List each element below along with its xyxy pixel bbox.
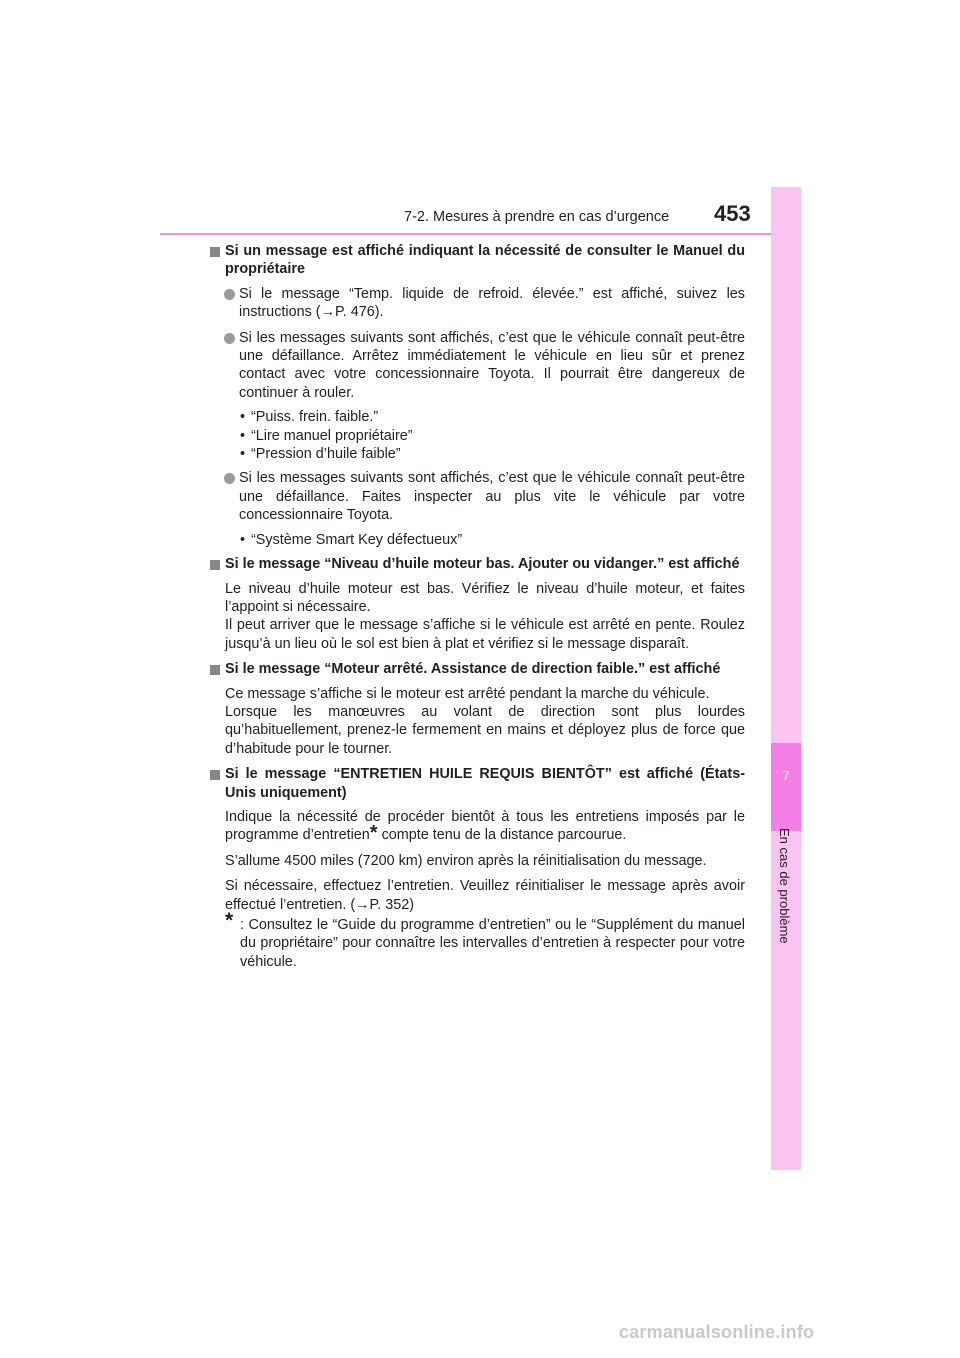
- bullet-item: [210, 469, 745, 524]
- message-list: [210, 408, 745, 463]
- chapter-number-tab: [771, 743, 801, 831]
- header-rule: [160, 233, 800, 235]
- footnote: [210, 909, 745, 971]
- section-heading-text: Si le message “Niveau d’huile moteur bas. Ajouter ou vidanger.” est affiché: [225, 556, 740, 573]
- bullet-text: Si les messages suivants sont affichés, c’est que le véhicule connaît peut-être une défaillance. Faites inspecter au plus vite le véhicule par votre concessionnaire Toyota.: [239, 470, 745, 524]
- list-item-text: “Pression d’huile faible”: [251, 446, 401, 463]
- page-content: [210, 242, 745, 971]
- bullet-item: [210, 329, 745, 403]
- footnote-mark: *: [225, 909, 234, 932]
- square-bullet-icon: [210, 665, 220, 675]
- paragraph: Le niveau d’huile moteur est bas. Vérifiez le niveau d’huile moteur, et faites l’appoint si nécessaire.: [225, 580, 745, 615]
- square-bullet-icon: [210, 560, 220, 570]
- small-bullet-icon: •: [240, 409, 246, 426]
- section-heading-oil-maintenance: [210, 765, 745, 802]
- section-heading-text: Si le message “ENTRETIEN HUILE REQUIS BIENTÔT” est affiché (États-Unis uniquement): [225, 766, 745, 801]
- section-heading-text: Si un message est affiché indiquant la nécessité de consulter le Manuel du propriétaire: [225, 243, 745, 278]
- paragraph: [210, 808, 745, 845]
- footnote-text: : Consultez le “Guide du programme d’entretien” ou le “Supplément du manuel du propriétaire” pour connaître les intervalles d’entretien à respecter pour votre véhicule.: [240, 917, 745, 970]
- small-bullet-icon: •: [240, 446, 246, 463]
- message-list: [210, 531, 745, 549]
- small-bullet-icon: •: [240, 427, 246, 444]
- header-title: 7-2. Mesures à prendre en cas d’urgence: [404, 209, 670, 225]
- section-heading-text: Si le message “Moteur arrêté. Assistance de direction faible.” est affiché: [225, 661, 721, 678]
- paragraph: S’allume 4500 miles (7200 km) environ après la réinitialisation du message.: [225, 852, 707, 869]
- chapter-number: 7: [782, 768, 790, 783]
- paragraph: Il peut arriver que le message s’affiche si le véhicule est arrêté en pente. Roulez jusqu’à un lieu où le sol est bien à plat et vérifiez si le message disparaît.: [225, 617, 745, 652]
- list-item: [210, 408, 745, 426]
- chapter-title: En cas de problème: [777, 828, 792, 944]
- list-item: [210, 531, 745, 549]
- bullet-text: Si les messages suivants sont affichés, c’est que le véhicule connaît peut-être une défaillance. Arrêtez immédiatement le véhicule en lieu sûr et prenez contact avec votre concessionnaire Toyota. Il pourrait être dangereux de continuer à rouler.: [239, 329, 745, 401]
- footnote-mark: *: [369, 822, 378, 845]
- circle-bullet-icon: [224, 473, 235, 484]
- section-heading-manual: [210, 242, 745, 279]
- list-item: [210, 445, 745, 463]
- list-item-text: “Lire manuel propriétaire”: [251, 427, 413, 444]
- paragraph-text: Indique la nécessité de procéder bientôt à tous les entretiens imposés par le programme d’entretien: [225, 808, 745, 844]
- list-item: [210, 427, 745, 445]
- paragraph: Si nécessaire, effectuez l’entretien. Veuillez réinitialiser le message après avoir effectué l’entretien. (→P. 352): [225, 878, 745, 913]
- circle-bullet-icon: [224, 333, 235, 344]
- paragraph-text: compte tenu de la distance parcourue.: [377, 827, 627, 844]
- watermark: carmanualsonline.info: [619, 1322, 815, 1342]
- list-item-text: “Puiss. frein. faible.”: [251, 409, 379, 426]
- page-number: 453: [714, 201, 751, 226]
- paragraph: Lorsque les manœuvres au volant de direction sont plus lourdes qu’habituellement, prenez-le fermement en mains et déployez plus de force que d’habitude pour le tourner.: [225, 703, 745, 757]
- paragraph: Ce message s’affiche si le moteur est arrêté pendant la marche du véhicule.: [225, 685, 710, 702]
- circle-bullet-icon: [224, 289, 235, 300]
- square-bullet-icon: [210, 247, 220, 257]
- section-heading-engine-stopped: [210, 660, 745, 678]
- bullet-item: [210, 285, 745, 322]
- square-bullet-icon: [210, 770, 220, 780]
- list-item-text: “Système Smart Key défectueux”: [251, 531, 463, 548]
- section-heading-oil-level: [210, 555, 745, 573]
- bullet-text: Si le message “Temp. liquide de refroid. élevée.” est affiché, suivez les instructions (→P. 476).: [239, 285, 745, 321]
- chapter-side-tab: [771, 187, 801, 1170]
- small-bullet-icon: •: [240, 531, 246, 548]
